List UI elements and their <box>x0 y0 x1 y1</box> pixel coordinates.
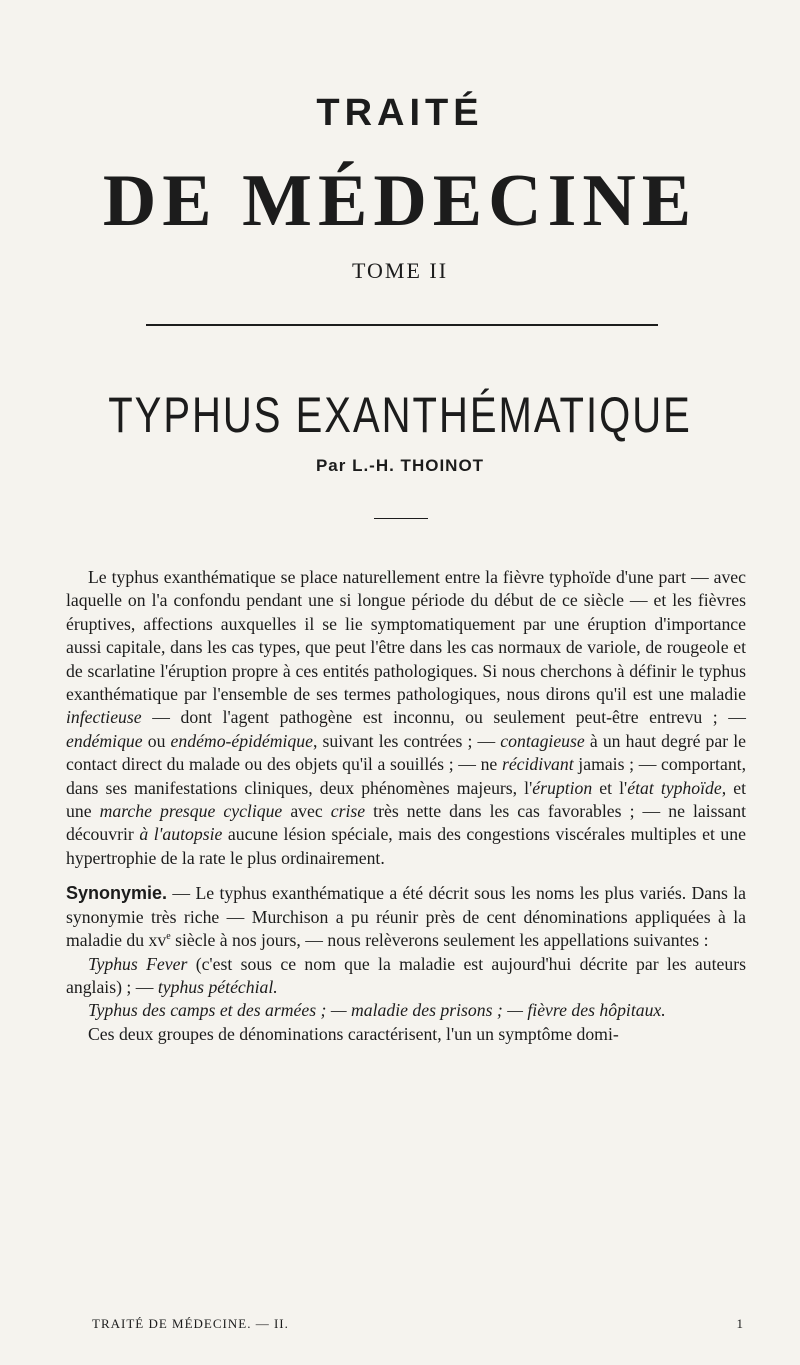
article-title: TYPHUS EXANTHÉMATIQUE <box>108 388 692 443</box>
body-text <box>66 566 746 1046</box>
paragraph-synonymie: Synonymie. — Le typhus exanthématique a été décrit sous les noms les plus variés. Dans la synonymie très riche — Murchison a pu réunir près de cent dénominations appliquées à la maladie du $xv^e$ siècle à nos jours, — nous relèverons seulement les appellations suivantes : <box>66 883 746 951</box>
paragraph-definition: Le typhus exanthématique se place naturellement entre la fièvre typhoïde d'une part — avec laquelle on l'a confondu pendant une si longue période du début de ce siècle — et les fièvres éruptives, affections auxquelles il se lie symptomatiquement par une éruption d'importance aussi capitale, dans les cas types, que peut l'être dans les cas normaux de variole, de rougeole et de scarlatine l'éruption propre à ces entités pathologiques. Si nous cherchons à définir le typhus exanthématique par l'ensemble de ses termes pathologiques, nous dirons qu'il est une maladie infectieuse — dont l'agent pathogène est inconnu, ou seulement peut-être entrevu ; — endémique ou endémo-épidémique, suivant les contrées ; — contagieuse à un haut degré par le contact direct du malade ou des objets qu'il a souillés ; — ne récidivant jamais ; — comportant, dans ses manifestations cliniques, deux phénomènes majeurs, l'éruption et l'état typhoïde, et une marche presque cyclique avec crise très nette dans les cas favorables ; — ne laissant découvrir à l'autopsie aucune lésion spéciale, mais des congestions viscérales multiples et une hypertrophie de la rate le plus ordinairement. <box>66 567 746 868</box>
paragraph-groupes: Ces deux groupes de dénominations caractérisent, l'un un symptôme domi- <box>88 1023 619 1044</box>
section-heading: Synonymie. <box>66 883 168 904</box>
paragraph-typhus-camps: Typhus des camps et des armées ; — maladie des prisons ; — fièvre des hôpitaux. <box>88 1000 666 1021</box>
author-byline: Par L.-H. THOINOT <box>315 456 485 475</box>
short-divider <box>374 518 428 519</box>
volume-label: TOME II <box>351 258 449 283</box>
book-title-line2: DE MÉDECINE <box>102 160 698 242</box>
book-title-line1: TRAITÉ <box>316 92 484 134</box>
header-divider <box>146 324 658 326</box>
paragraph-typhus-fever: Typhus Fever (c'est sous ce nom que la maladie est aujourd'hui décrite par les auteurs anglais) ; — typhus pétéchial. <box>66 953 746 997</box>
running-title: TRAITÉ DE MÉDECINE. — II. <box>92 1316 289 1331</box>
page-footer <box>92 1316 744 1332</box>
signature-mark: 1 <box>736 1316 744 1331</box>
